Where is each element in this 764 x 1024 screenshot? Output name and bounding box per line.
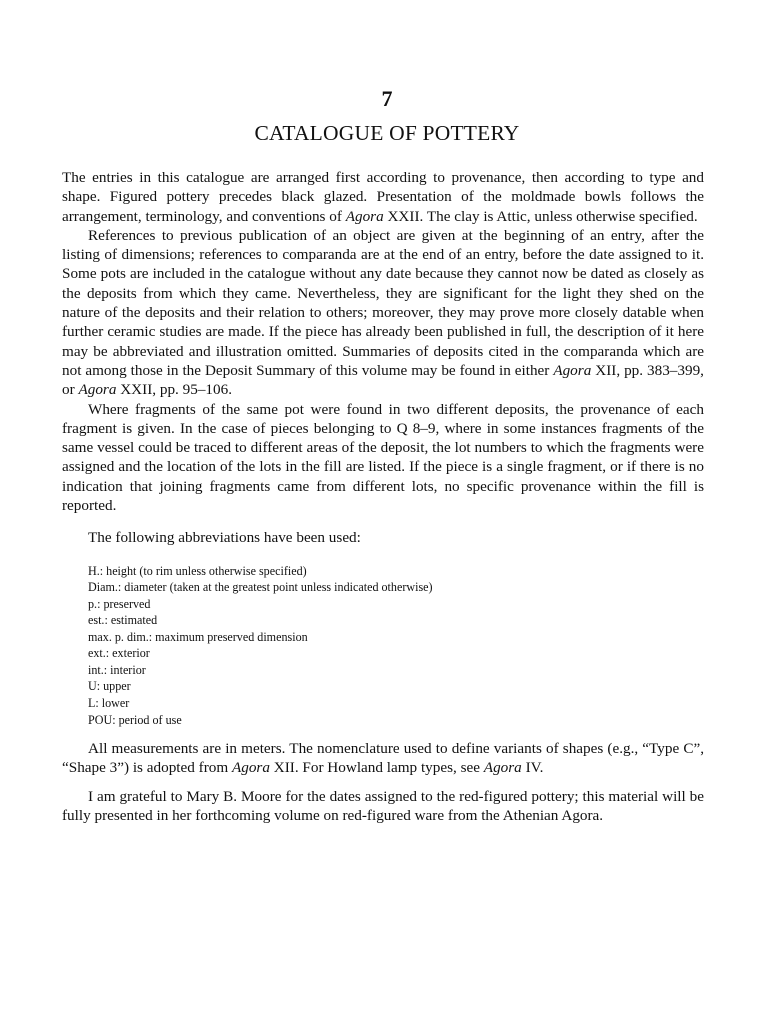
abbreviations-list bbox=[62, 563, 704, 728]
abbreviation-item: H.: height (to rim unless otherwise specified) bbox=[88, 563, 307, 578]
paragraph-fragments: Where fragments of the same pot were found in two different deposits, the provenance of each fragment is given. In the case of pieces belonging to Q 8–9, where in some instances fragments of the same vessel could be traced to different areas of the deposit, the lot numbers to which the fragments were assigned and the location of the lots in the fill are listed. If the piece is a single fragment, or if there is no indication that joining fragments came from different lots, no specific provenance within the fill is reported. bbox=[62, 400, 704, 515]
paragraph-measurements: All measurements are in meters. The nomenclature used to define variants of shapes (e.g., “Type C”, “Shape 3”) is adopted from Agora XII. For Howland lamp types, see Agora IV. bbox=[62, 740, 704, 777]
abbreviation-item: ext.: exterior bbox=[88, 646, 150, 661]
abbreviation-item: Diam.: diameter (taken at the greatest point unless indicated otherwise) bbox=[88, 580, 433, 595]
agora-reference: Agora bbox=[483, 759, 522, 777]
abbreviation-item: POU: period of use bbox=[88, 712, 182, 727]
paragraph-references: References to previous publication of an object are given at the beginning of an entry, after the listing of dimensions; references to comparanda are at the end of an entry, before the date assigned to it. Some pots are included in the catalogue without any date because they cannot now be dated as closely as the deposits from which they came. Nevertheless, they are significant for the light they shed on the nature of the deposits and their relation to others; moreover, they may prove more closely datable when further ceramic studies are made. If the piece has already been published in full, the description of it here may be abbreviated and illustration omitted. Summaries of deposits cited in the comparanda which are not among those in the Deposit Summary of this volume may be found in either Agora XII, pp. 383–399, or Agora XXII, pp. 95–106. bbox=[62, 226, 704, 399]
paragraph-acknowledgement: I am grateful to Mary B. Moore for the dates assigned to the red-figured pottery; this material will be fully presented in her forthcoming volume on red-figured ware from the Athenian Agora. bbox=[62, 787, 704, 824]
abbreviation-item: p.: preserved bbox=[88, 596, 151, 611]
page bbox=[62, 86, 704, 825]
agora-reference: Agora bbox=[231, 759, 270, 777]
paragraph-arrangement: The entries in this catalogue are arranged first according to provenance, then according to type and shape. Figured pottery precedes black glazed. Presentation of the moldmade bowls follows the arrangement, terminology, and conventions of Agora XXII. The clay is Attic, unless otherwise specified. bbox=[62, 169, 704, 225]
abbreviation-item: int.: interior bbox=[88, 662, 146, 677]
abbreviation-item: L: lower bbox=[88, 696, 130, 711]
abbreviation-item: est.: estimated bbox=[88, 613, 158, 628]
abbreviation-item: U: upper bbox=[88, 679, 131, 694]
chapter-title: CATALOGUE OF POTTERY bbox=[254, 121, 520, 145]
chapter-number: 7 bbox=[381, 86, 393, 111]
agora-reference: Agora bbox=[78, 381, 117, 399]
abbreviations-intro: The following abbreviations have been used: bbox=[88, 529, 361, 547]
agora-reference: Agora bbox=[345, 207, 384, 225]
abbreviation-item: max. p. dim.: maximum preserved dimension bbox=[88, 629, 308, 644]
agora-reference: Agora bbox=[553, 361, 592, 379]
